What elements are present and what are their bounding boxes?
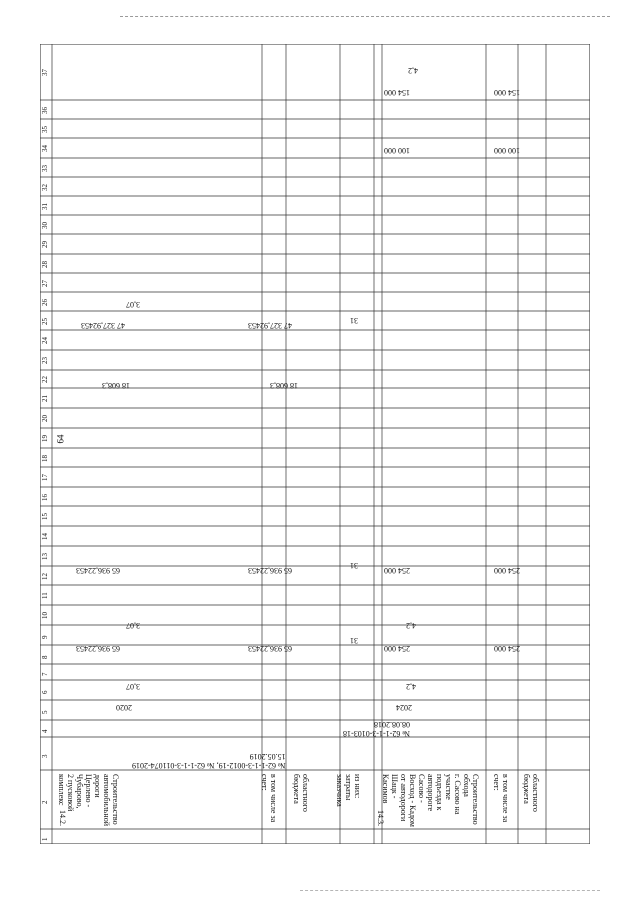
row-14-2-cost-7: 65 936,22453: [76, 644, 120, 653]
column-number: 21: [41, 395, 49, 402]
row-14-2-length-5: 3,07: [126, 682, 140, 691]
row-14-3-year: 2024: [396, 703, 412, 712]
row-14-3-length-36: 4,2: [408, 66, 418, 75]
column-number: 5: [41, 710, 49, 714]
column-number: 13: [41, 553, 49, 560]
row-14-3-number: 14.3.: [376, 810, 385, 826]
row-14-2-sub2-cost-10: 65 936,22453: [248, 566, 292, 575]
column-number: 22: [41, 376, 49, 383]
column-number: 3: [41, 754, 49, 758]
column-number: 1: [41, 837, 49, 841]
row-14-3-sub2-cost-10: 254 000: [494, 566, 520, 575]
row-14-3-sub2-label: областного бюджета: [522, 774, 540, 812]
row-14-2-cost-10: 65 936,22453: [76, 566, 120, 575]
column-number: 15: [41, 513, 49, 520]
column-number: 20: [41, 415, 49, 422]
column-number: 35: [41, 125, 49, 133]
column-number: 6: [41, 690, 49, 694]
row-14-3-name: Строительство обхода г. Сасово на участке подъезда к автодороге Сасово - Восход - Кадом от автодороги Шацк - Касимов: [381, 774, 480, 827]
column-number: 30: [41, 221, 49, 229]
column-number: 26: [41, 298, 49, 306]
row-14-3-cost-35: 154 000: [384, 88, 410, 97]
column-number: 32: [41, 183, 49, 191]
column-number: 27: [41, 279, 49, 287]
row-14-2-cost-20: 18 608,3: [102, 381, 130, 390]
column-number: 14: [41, 533, 49, 540]
row-14-2-number: 14.2.: [58, 810, 67, 826]
column-number: 18: [41, 454, 49, 462]
column-number: 28: [41, 260, 49, 268]
row-14-2-sub3-label: из них: затраты заказчика: [335, 774, 362, 807]
row-14-2-name: Строительство автомобильной дороги Церлево - Чубарово, 2 пусковой комплекс: [57, 774, 120, 826]
column-number: 9: [41, 635, 49, 639]
column-number: 29: [41, 241, 49, 248]
row-14-3-sub2-cost-7: 254 000: [494, 644, 520, 653]
row-14-2-sub2-cost-23: 47 327,92453: [248, 321, 292, 330]
column-number: 11: [41, 592, 49, 599]
column-number: 37: [41, 69, 49, 76]
scan-artifact-bottom: [300, 890, 600, 891]
row-14-2-sub3-val-10: 31: [350, 561, 358, 570]
column-number: 12: [41, 572, 49, 580]
table-grid: [40, 44, 590, 844]
row-14-3-sub2-cost-35: 154 000: [494, 88, 520, 97]
column-number: 19: [41, 435, 49, 442]
row-14-3-cost-7: 254 000: [384, 644, 410, 653]
column-number: 31: [41, 202, 49, 210]
column-number: 16: [41, 493, 49, 501]
column-number: 25: [41, 317, 49, 325]
row-14-2-sub2-label: областного бюджета: [292, 774, 310, 812]
rotated-table: [40, 44, 590, 844]
row-14-2-length-24: 3,07: [126, 300, 140, 309]
row-14-2-sub2-cost-7: 65 936,22453: [248, 644, 292, 653]
column-number: 23: [41, 357, 49, 364]
row-14-3-sub1-label: в том числе за счет:: [492, 774, 510, 823]
page-number: 64: [55, 434, 66, 444]
row-14-2-sub3-val-7: 31: [350, 636, 358, 645]
column-number: 17: [41, 474, 49, 481]
column-number: 7: [41, 672, 49, 676]
column-number: 36: [41, 106, 49, 114]
row-14-3-cost-10: 254 000: [384, 566, 410, 575]
row-14-2-year: 2020: [116, 703, 132, 712]
row-14-2-sub3-val-23: 31: [350, 316, 358, 325]
row-14-2-length-8: 3,07: [126, 621, 140, 630]
row-14-3-sub2-cost-32: 100 000: [494, 146, 520, 155]
column-number: 33: [41, 164, 49, 172]
column-number: 4: [41, 729, 49, 733]
row-14-3-cost-32: 100 000: [384, 146, 410, 155]
scan-artifact-top: [120, 16, 610, 17]
column-number: 24: [41, 337, 49, 344]
row-14-2-sub2-cost-20: 18 608,3: [270, 381, 298, 390]
row-14-3-doc: № 62-1-1-3-0103-18 08.08.2018: [343, 720, 410, 738]
row-14-3-length-8: 4,2: [406, 621, 416, 630]
column-number: 34: [41, 145, 49, 152]
row-14-2-doc: № 62-1-1-3-0012-19, № 62-1-1-3-011074-2019 15.05.2019: [132, 752, 286, 770]
row-14-3-length-5: 4,2: [406, 682, 416, 691]
row-14-2-sub1-label: в том числе за счет:: [260, 774, 278, 823]
column-number: 8: [41, 655, 49, 659]
column-number: 10: [41, 612, 49, 619]
column-number: 2: [41, 800, 49, 804]
row-14-2-cost-23: 47 327,92453: [81, 321, 125, 330]
